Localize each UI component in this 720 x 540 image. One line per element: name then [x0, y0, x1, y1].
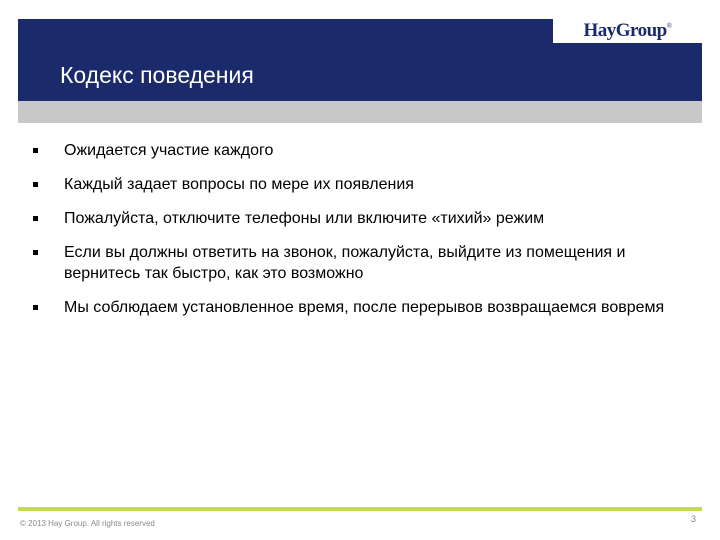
bullet-square-icon: [30, 174, 64, 187]
list-item: [30, 140, 690, 161]
bullet-square-icon: [30, 140, 64, 153]
bullet-text: Пожалуйста, отключите телефоны или включите «тихий» режим: [64, 210, 545, 227]
registered-mark: ®: [666, 22, 672, 30]
bullet-square-icon: [30, 297, 64, 310]
footer-line: [18, 507, 702, 511]
bullet-text: Если вы должны ответить на звонок, пожалуйста, выйдите из помещения и вернитесь так быстро, как это возможно: [64, 244, 626, 282]
page-number: 3: [690, 514, 696, 524]
list-item: [30, 297, 690, 318]
logo: [553, 19, 702, 43]
bullet-text: Мы соблюдаем установленное время, после перерывов возвращаемся вовремя: [64, 299, 665, 316]
list-item: [30, 242, 690, 284]
slide-title: Кодекс поведения: [60, 62, 254, 88]
list-item: [30, 174, 690, 195]
bullet-square-icon: [30, 208, 64, 221]
bullet-text: Каждый задает вопросы по мере их появления: [64, 176, 414, 193]
bullet-text: Ожидается участие каждого: [64, 142, 274, 159]
logo-text: HayGroup®: [583, 20, 672, 41]
bullet-list: [30, 140, 690, 331]
header-divider-strip: [18, 101, 702, 123]
bullet-square-icon: [30, 242, 64, 255]
copyright-text: © 2013 Hay Group. All rights reserved: [20, 519, 155, 528]
list-item: [30, 208, 690, 229]
